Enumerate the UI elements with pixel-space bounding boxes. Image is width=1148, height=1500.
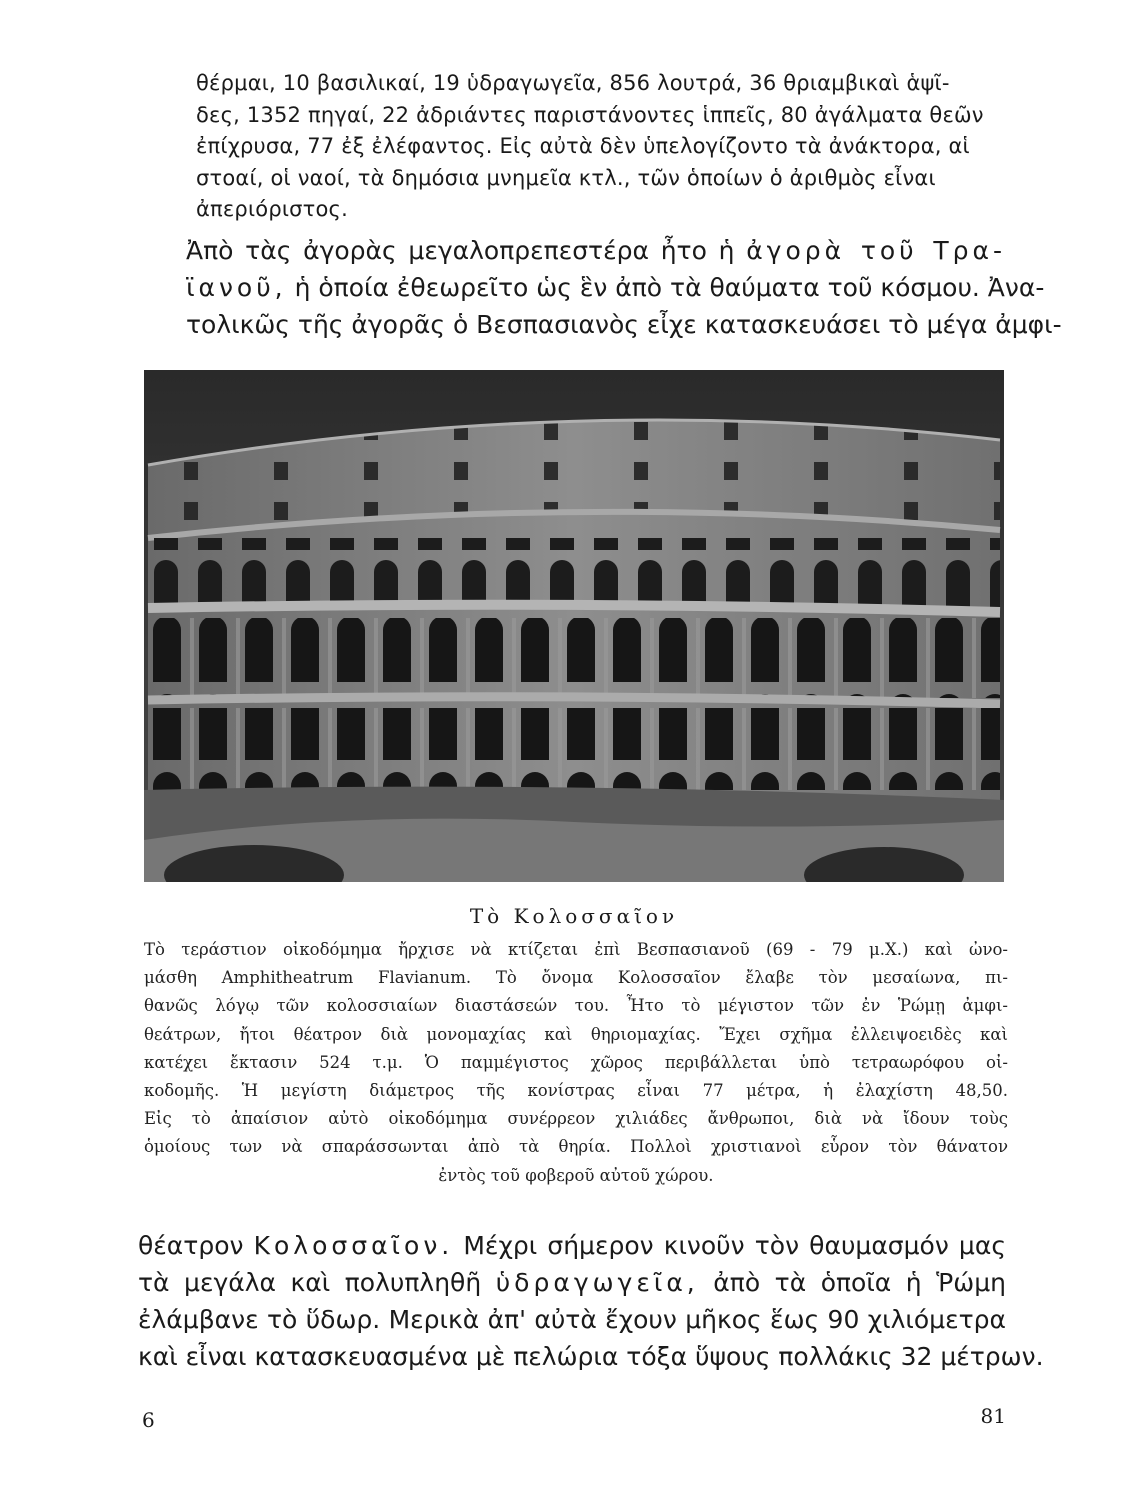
text-run: ἡ ὁποία ἐθεωρεῖτο ὡς ἓν ἀπὸ τὰ θαύματα τοῦ κόσμου. Ἀνα-: [286, 273, 1045, 302]
caption-line: μάσθη Amphitheatrum Flavianum. Τὸ ὄνομα Κολοσσαῖον ἔλαβε τὸν μεσαίωνα, πι-: [144, 968, 1008, 988]
text-line: [186, 232, 1006, 269]
text-line: δες, 1352 πηγαί, 22 ἀδριάντες παριστάνοντες ἱππεῖς, 80 ἀγάλματα θεῶν: [196, 102, 984, 127]
text-line: [138, 1227, 1006, 1264]
spaced-emphasis: ὑδραγωγεῖα,: [495, 1268, 699, 1297]
caption-line: ἐντὸς τοῦ φοβεροῦ αὐτοῦ χώρου.: [438, 1165, 714, 1185]
text-line: στοαί, οἱ ναοί, τὰ δημόσια μνημεῖα κτλ., τῶν ὁποίων ὁ ἀριθμὸς εἶναι: [196, 165, 936, 190]
colosseum-photo: [144, 370, 1004, 882]
text-line: [138, 1264, 1006, 1301]
caption-line: Τὸ τεράστιον οἰκοδόμημα ἤρχισε νὰ κτίζεται ἐπὶ Βεσπασιανοῦ (69 - 79 μ.Χ.) καὶ ὠνο-: [144, 940, 1008, 959]
text-run: θέατρον: [138, 1231, 254, 1260]
text-line: ἐπίχρυσα, 77 ἐξ ἐλέφαντος. Εἰς αὐτὰ δὲν ὑπελογίζοντο τὰ ἀνάκτορα, αἱ: [196, 134, 970, 158]
text-line: θέρμαι, 10 βασιλικαί, 19 ὑδραγωγεῖα, 856 λουτρά, 36 θριαμβικαὶ ἁψῖ-: [196, 71, 950, 95]
lead-paragraph: [186, 232, 1062, 343]
body-paragraph-top: [196, 68, 1004, 226]
closing-paragraph: [138, 1227, 1044, 1375]
text-line: ἐλάμβανε τὸ ὕδωρ. Μερικὰ ἀπ' αὐτὰ ἔχουν μῆκος ἕως 90 χιλιόμετρα: [138, 1305, 1006, 1334]
signature-mark: 6: [142, 1408, 155, 1432]
text-line: ἀπεριόριστος.: [196, 197, 348, 221]
caption-line: Εἰς τὸ ἀπαίσιον αὐτὸ οἰκοδόμημα συνέρρεον χιλιάδες ἄνθρωποι, διὰ νὰ ἴδουν τοὺς: [144, 1109, 1008, 1129]
spaced-emphasis: ἀγορὰ τοῦ Τρα-: [746, 236, 1007, 265]
text-run: τὰ μεγάλα καὶ πολυπληθῆ: [138, 1268, 496, 1297]
caption-line: θεάτρων, ἤτοι θέατρον διὰ μονομαχίας καὶ θηριομαχίας. Ἔχει σχῆμα ἐλλειψοειδὲς καὶ: [144, 1024, 1008, 1044]
text-run: Ἀπὸ τὰς ἀγορὰς μεγαλοπρεπεστέρα ἦτο ἡ: [186, 236, 747, 265]
figure-caption-title: Τὸ Κολοσσαῖον: [469, 904, 679, 928]
spaced-emphasis: ϊανοῦ,: [186, 273, 287, 302]
figure-caption: [144, 936, 1008, 1190]
text-line: τολικῶς τῆς ἀγορᾶς ὁ Βεσπασιανὸς εἶχε κατασκευάσει τὸ μέγα ἀμφι-: [186, 310, 1062, 339]
text-line: [186, 269, 1045, 306]
page-number: 81: [980, 1404, 1006, 1428]
text-run: Μέχρι σήμερον κινοῦν τὸν θαυμασμόν μας: [453, 1231, 1006, 1260]
text-line: καὶ εἶναι κατασκευασμένα μὲ πελώρια τόξα ὕψους πολλάκις 32 μέτρων.: [138, 1342, 1044, 1371]
spaced-emphasis: Κολοσσαῖον.: [253, 1231, 454, 1260]
caption-line: ὁμοίους των νὰ σπαράσσωνται ἀπὸ τὰ θηρία. Πολλοὶ χριστιανοὶ εὗρον τὸν θάνατον: [144, 1137, 1008, 1157]
text-run: ἀπὸ τὰ ὁποῖα ἡ Ῥώμη: [698, 1268, 1006, 1297]
caption-line: κοδομῆς. Ἡ μεγίστη διάμετρος τῆς κονίστρας εἶναι 77 μέτρα, ἡ ἐλαχίστη 48,50.: [144, 1081, 1008, 1101]
caption-line: κατέχει ἔκτασιν 524 τ.μ. Ὁ παμμέγιστος χῶρος περιβάλλεται ὑπὸ τετραωρόφου οἰ-: [144, 1052, 1008, 1072]
caption-line: θανῶς λόγῳ τῶν κολοσσιαίων διαστάσεών του. Ἦτο τὸ μέγιστον τῶν ἐν Ῥώμῃ ἀμφι-: [144, 996, 1008, 1016]
